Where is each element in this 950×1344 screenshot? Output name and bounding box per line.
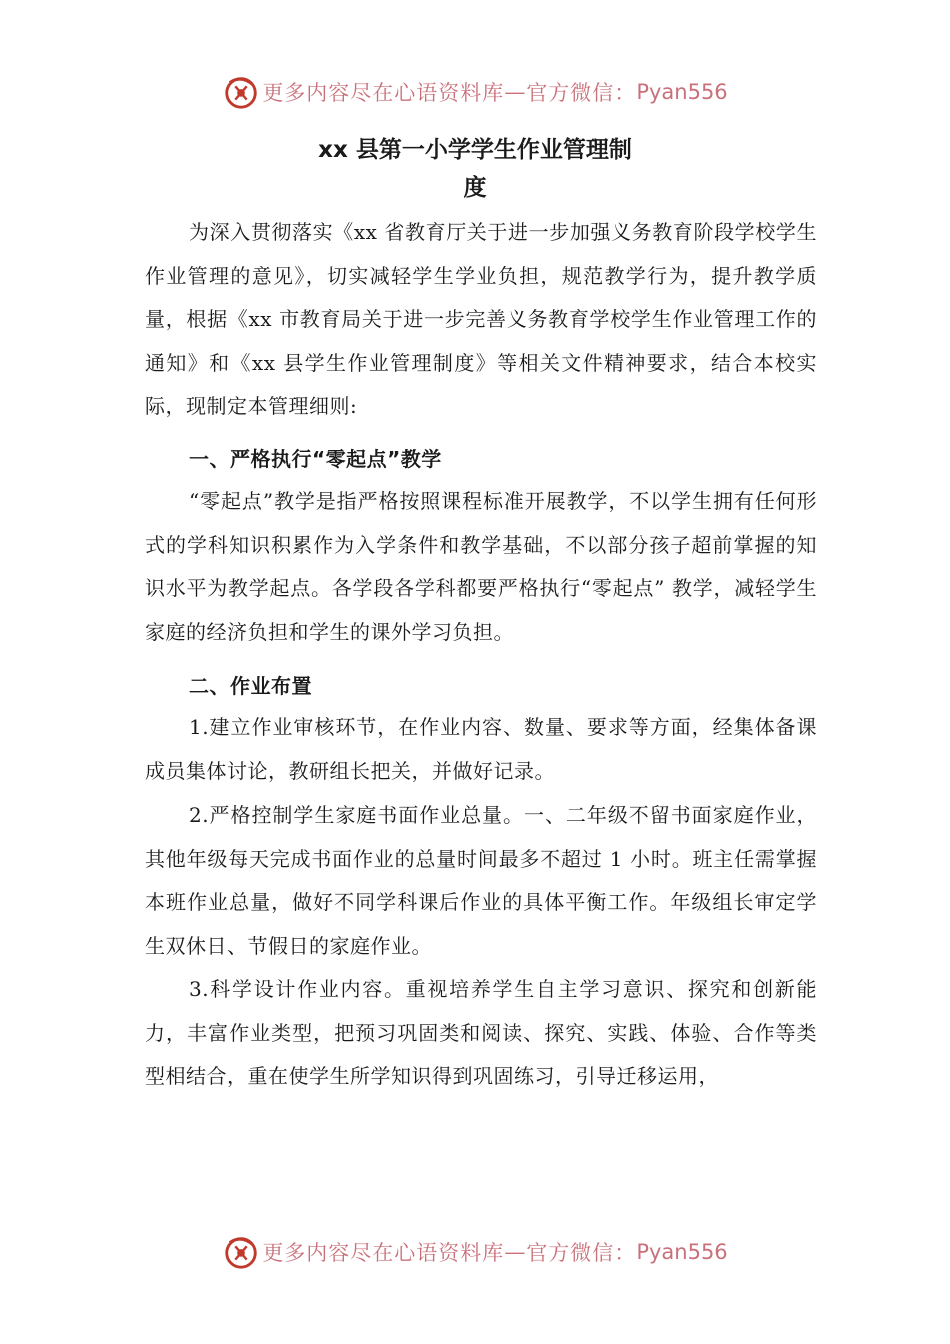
section2-item-1: 1.建立作业审核环节，在作业内容、数量、要求等方面，经集体备课成员集体讨论，教研组长把关，并做好记录。 (145, 715, 817, 783)
section2-item-2: 2.严格控制学生家庭书面作业总量。一、二年级不留书面家庭作业，其他年级每天完成书面作业的总量时间最多不超过 1 小时。班主任需掌握本班作业总量，做好不同学科课后作业的具体平衡工作。年级组长审定学生双休日、节假日的家庭作业。 (145, 803, 817, 958)
intro-paragraph: 为深入贯彻落实《xx 省教育厅关于进一步加强义务教育阶段学校学生作业管理的意见》，切实减轻学生学业负担，规范教学行为，提升教学质量，根据《xx 市教育局关于进一步完善义务教育学校学生作业管理工作的通知》和《xx 县学生作业管理制度》等相关文件精神要求，结合本校实际，现制定本管理细则: (145, 220, 817, 418)
brand-wechat-label: 官方微信： (526, 1241, 637, 1265)
document-title-line1: xx 县第一小学学生作业管理制 (318, 137, 632, 163)
brand-site-text: 更多内容尽在心语资料库 (262, 1241, 505, 1265)
brand-wechat-label: 官方微信： (526, 81, 637, 105)
brand-wechat-id: Pyan556 (636, 80, 728, 104)
brand-logo-icon (222, 73, 260, 111)
header-watermark (0, 72, 950, 112)
brand-wechat-id: Pyan556 (636, 1240, 728, 1264)
section2-item-3: 3.科学设计作业内容。重视培养学生自主学习意识、探究和创新能力，丰富作业类型，把预习巩固类和阅读、探究、实践、体验、合作等类型相结合，重在使学生所学知识得到巩固练习，引导迁移运用， (145, 977, 817, 1088)
brand-logo-icon (222, 1233, 260, 1271)
document-title-line2: 度 (463, 175, 487, 201)
section1-body: “零起点”教学是指严格按照课程标准开展教学，不以学生拥有任何形式的学科知识积累作为入学条件和教学基础，不以部分孩子超前掌握的知识水平为教学起点。各学段各学科都要严格执行“零起点” 教学，减轻学生家庭的经济负担和学生的课外学习负担。 (145, 489, 817, 644)
brand-site-text: 更多内容尽在心语资料库 (262, 81, 505, 105)
brand-separator: — (504, 80, 527, 104)
footer-watermark (0, 1232, 950, 1272)
section1-heading: 一、严格执行“零起点”教学 (189, 447, 442, 471)
section2-heading: 二、作业布置 (189, 674, 312, 698)
brand-separator: — (504, 1240, 527, 1264)
